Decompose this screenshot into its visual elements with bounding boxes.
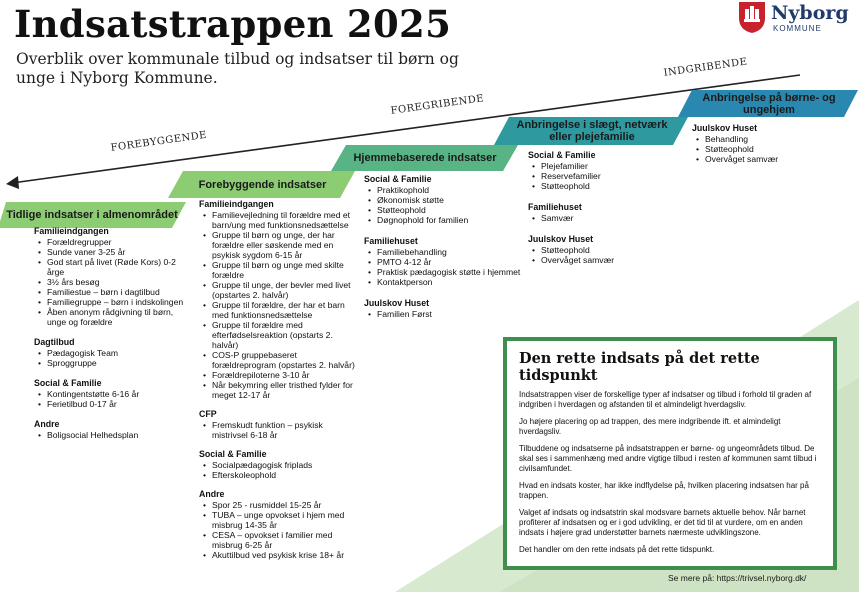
group-list [528, 245, 683, 265]
group-title: Juulskov Huset [364, 298, 430, 308]
group-list [199, 420, 359, 440]
group-title: CFP [199, 409, 217, 419]
list-item: • Pædagogisk Team [47, 348, 194, 358]
group-list [34, 237, 194, 327]
step-column-1 [34, 226, 194, 440]
list-item: • Gruppe til børn og unge med skilte forældre [212, 260, 359, 280]
list-item: • Sunde vaner 3-25 år [47, 247, 194, 257]
nyborg-logo [737, 0, 852, 36]
group-title: Social & Familie [34, 378, 102, 388]
group-list [34, 430, 194, 440]
list-item: • Forældregrupper [47, 237, 194, 247]
list-item: • Når bekymring eller tristhed fylder for meget 12-17 år [212, 380, 359, 400]
group-title: Familieindgangen [34, 226, 109, 236]
info-box [503, 337, 837, 570]
list-item: • Støtteophold [541, 181, 683, 191]
list-item: • Reservefamilier [541, 171, 683, 181]
step-column-2 [199, 199, 359, 560]
list-item: • Overvåget samvær [705, 154, 842, 164]
list-item: • Praktisk pædagogisk støtte i hjemmet [377, 267, 524, 277]
step-heading-2: Forebyggende indsatser [198, 178, 327, 191]
list-item: • Familiebehandling [377, 247, 524, 257]
group-title: Familieindgangen [199, 199, 274, 209]
list-item: • Kontingentstøtte 6-16 år [47, 389, 194, 399]
list-item: • Socialpædagogisk friplads [212, 460, 359, 470]
group-list [364, 185, 524, 225]
group-list [34, 348, 194, 368]
list-item: • Gruppe til unge, der bevler med livet (opstartes 2. halvår) [212, 280, 359, 300]
list-item: • Støtteophold [541, 245, 683, 255]
list-item: • Døgnophold for familien [377, 215, 524, 225]
group-list [528, 161, 683, 191]
group-list [199, 460, 359, 480]
axis-label-indgribende: INDGRIBENDE [663, 56, 749, 79]
list-item: • Familien Først [377, 309, 524, 319]
step-column-4 [528, 150, 683, 265]
group-title: Familiehuset [364, 236, 418, 246]
list-item: • Gruppe til børn og unge, der har forældre eller søskende med en psykisk sygdom 6-15 år [212, 230, 359, 260]
list-item: • 3½ års besøg [47, 277, 194, 287]
list-item: • Samvær [541, 213, 683, 223]
list-item: • Familievejledning til forældre med et barn/ung med funktionsnedsættelse [212, 210, 359, 230]
list-item: • COS-P gruppebaseret forældreprogram (opstartes 2. halvår) [212, 350, 359, 370]
list-item: • Støtteophold [377, 205, 524, 215]
info-paragraph: Indsatstrappen viser de forskellige typer af indsatser og tilbud i forhold til graden af indgriben i hverdagen og afstanden til et almindeligt hverdagsliv. [519, 390, 812, 409]
logo-name: Nyborg [771, 2, 849, 24]
step-heading-4: Anbringelse i slægt, netværk eller plejefamilie [516, 119, 668, 143]
info-paragraph: Det handler om den rette indsats på det rette tidspunkt. [519, 545, 715, 554]
list-item: • Plejefamilier [541, 161, 683, 171]
info-box-title: Den rette indsats på det rette tidspunkt [519, 350, 760, 384]
step-column-5 [692, 123, 842, 164]
group-list [692, 134, 842, 164]
list-item: • Ferietilbud 0-17 år [47, 399, 194, 409]
list-item: • CESA – opvokset i familier med misbrug 6-25 år [212, 530, 359, 550]
list-item: • Familiestue – børn i dagtilbud [47, 287, 194, 297]
info-paragraph: Hvad en indsats koster, har ikke indflydelse på, hvilken placering indsatsen har på trappen. [519, 481, 809, 500]
group-list [199, 500, 359, 560]
page-subtitle: Overblik over kommunale tilbud og indsatser til børn og unge i Nyborg Kommune. [16, 50, 459, 87]
axis-arrowhead-icon [6, 176, 19, 189]
group-list [199, 210, 359, 400]
group-list [528, 213, 683, 223]
list-item: • Akuttilbud ved psykisk krise 18+ år [212, 550, 359, 560]
list-item: • Familiegruppe – børn i indskolingen [47, 297, 194, 307]
axis-label-forebyggende: FOREBYGGENDE [110, 129, 208, 154]
list-item: • Støtteophold [705, 144, 842, 154]
list-item: • Økonomisk støtte [377, 195, 524, 205]
info-paragraph: Tilbuddene og indsatserne på indsatstrappen er børne- og ungeområdets tilbud. De skal ses i sammenhæng med andre vigtige tilbud i resten af kommunen samt tilbud i civilsamfundet. [519, 444, 817, 473]
list-item: • Overvåget samvær [541, 255, 683, 265]
list-item: • Sproggruppe [47, 358, 194, 368]
list-item: • TUBA – unge opvokset i hjem med misbrug 14-35 år [212, 510, 359, 530]
group-title: Andre [34, 419, 60, 429]
group-title: Dagtilbud [34, 337, 75, 347]
group-title: Social & Familie [364, 174, 432, 184]
group-title: Social & Familie [199, 449, 267, 459]
group-list [364, 247, 524, 287]
page-title: Indsatstrappen 2025 [14, 2, 452, 46]
step-heading-5: Anbringelse på børne- og ungehjem [702, 91, 836, 116]
list-item: • Spor 25 - rusmiddel 15-25 år [212, 500, 359, 510]
group-list [364, 309, 524, 319]
list-item: • Åben anonym rådgivning til børn, unge og forældre [47, 307, 194, 327]
list-item: • PMTO 4-12 år [377, 257, 524, 267]
list-item: • Forældrepiloterne 3-10 år [212, 370, 359, 380]
list-item: • Gruppe til forældre, der har et barn med funktionsnedsættelse [212, 300, 359, 320]
coat-of-arms-icon [737, 0, 767, 34]
step-heading-1: Tidlige indsatser i almenområdet [6, 209, 178, 221]
group-title: Social & Familie [528, 150, 596, 160]
group-title: Familiehuset [528, 202, 582, 212]
list-item: • God start på livet (Røde Kors) 0-2 årge [47, 257, 194, 277]
group-title: Juulskov Huset [528, 234, 594, 244]
group-list [34, 389, 194, 409]
group-title: Juulskov Huset [692, 123, 758, 133]
group-title: Andre [199, 489, 225, 499]
list-item: • Fremskudt funktion – psykisk mistrivsel 6-18 år [212, 420, 359, 440]
list-item: • Behandling [705, 134, 842, 144]
list-item: • Gruppe til forældre med efterfødselsreaktion (opstarts 2. halvår) [212, 320, 359, 350]
logo-sub: KOMMUNE [773, 24, 822, 33]
list-item: • Praktikophold [377, 185, 524, 195]
list-item: • Boligsocial Helhedsplan [47, 430, 194, 440]
list-item: • Efterskoleophold [212, 470, 359, 480]
axis-label-foregribende: FOREGRIBENDE [390, 93, 485, 117]
step-column-3 [364, 174, 524, 319]
info-paragraph: Jo højere placering op ad trappen, des mere indgribende ift. et almindeligt hverdagsliv. [519, 417, 781, 436]
list-item: • Kontaktperson [377, 277, 524, 287]
footer-link[interactable]: Se mere på: https://trivsel.nyborg.dk/ [668, 573, 807, 583]
info-paragraph: Valget af indsats og indsatstrin skal modsvare barnets aktuelle behov. Når barnet profiterer af indsatsen og er i god udvikling, er det tid til at vurdere, om en anden indsats i højere grad understøtter barnets nærmeste udviklingszone. [519, 508, 806, 537]
step-heading-3: Hjemmebaserede indsatser [353, 152, 497, 164]
